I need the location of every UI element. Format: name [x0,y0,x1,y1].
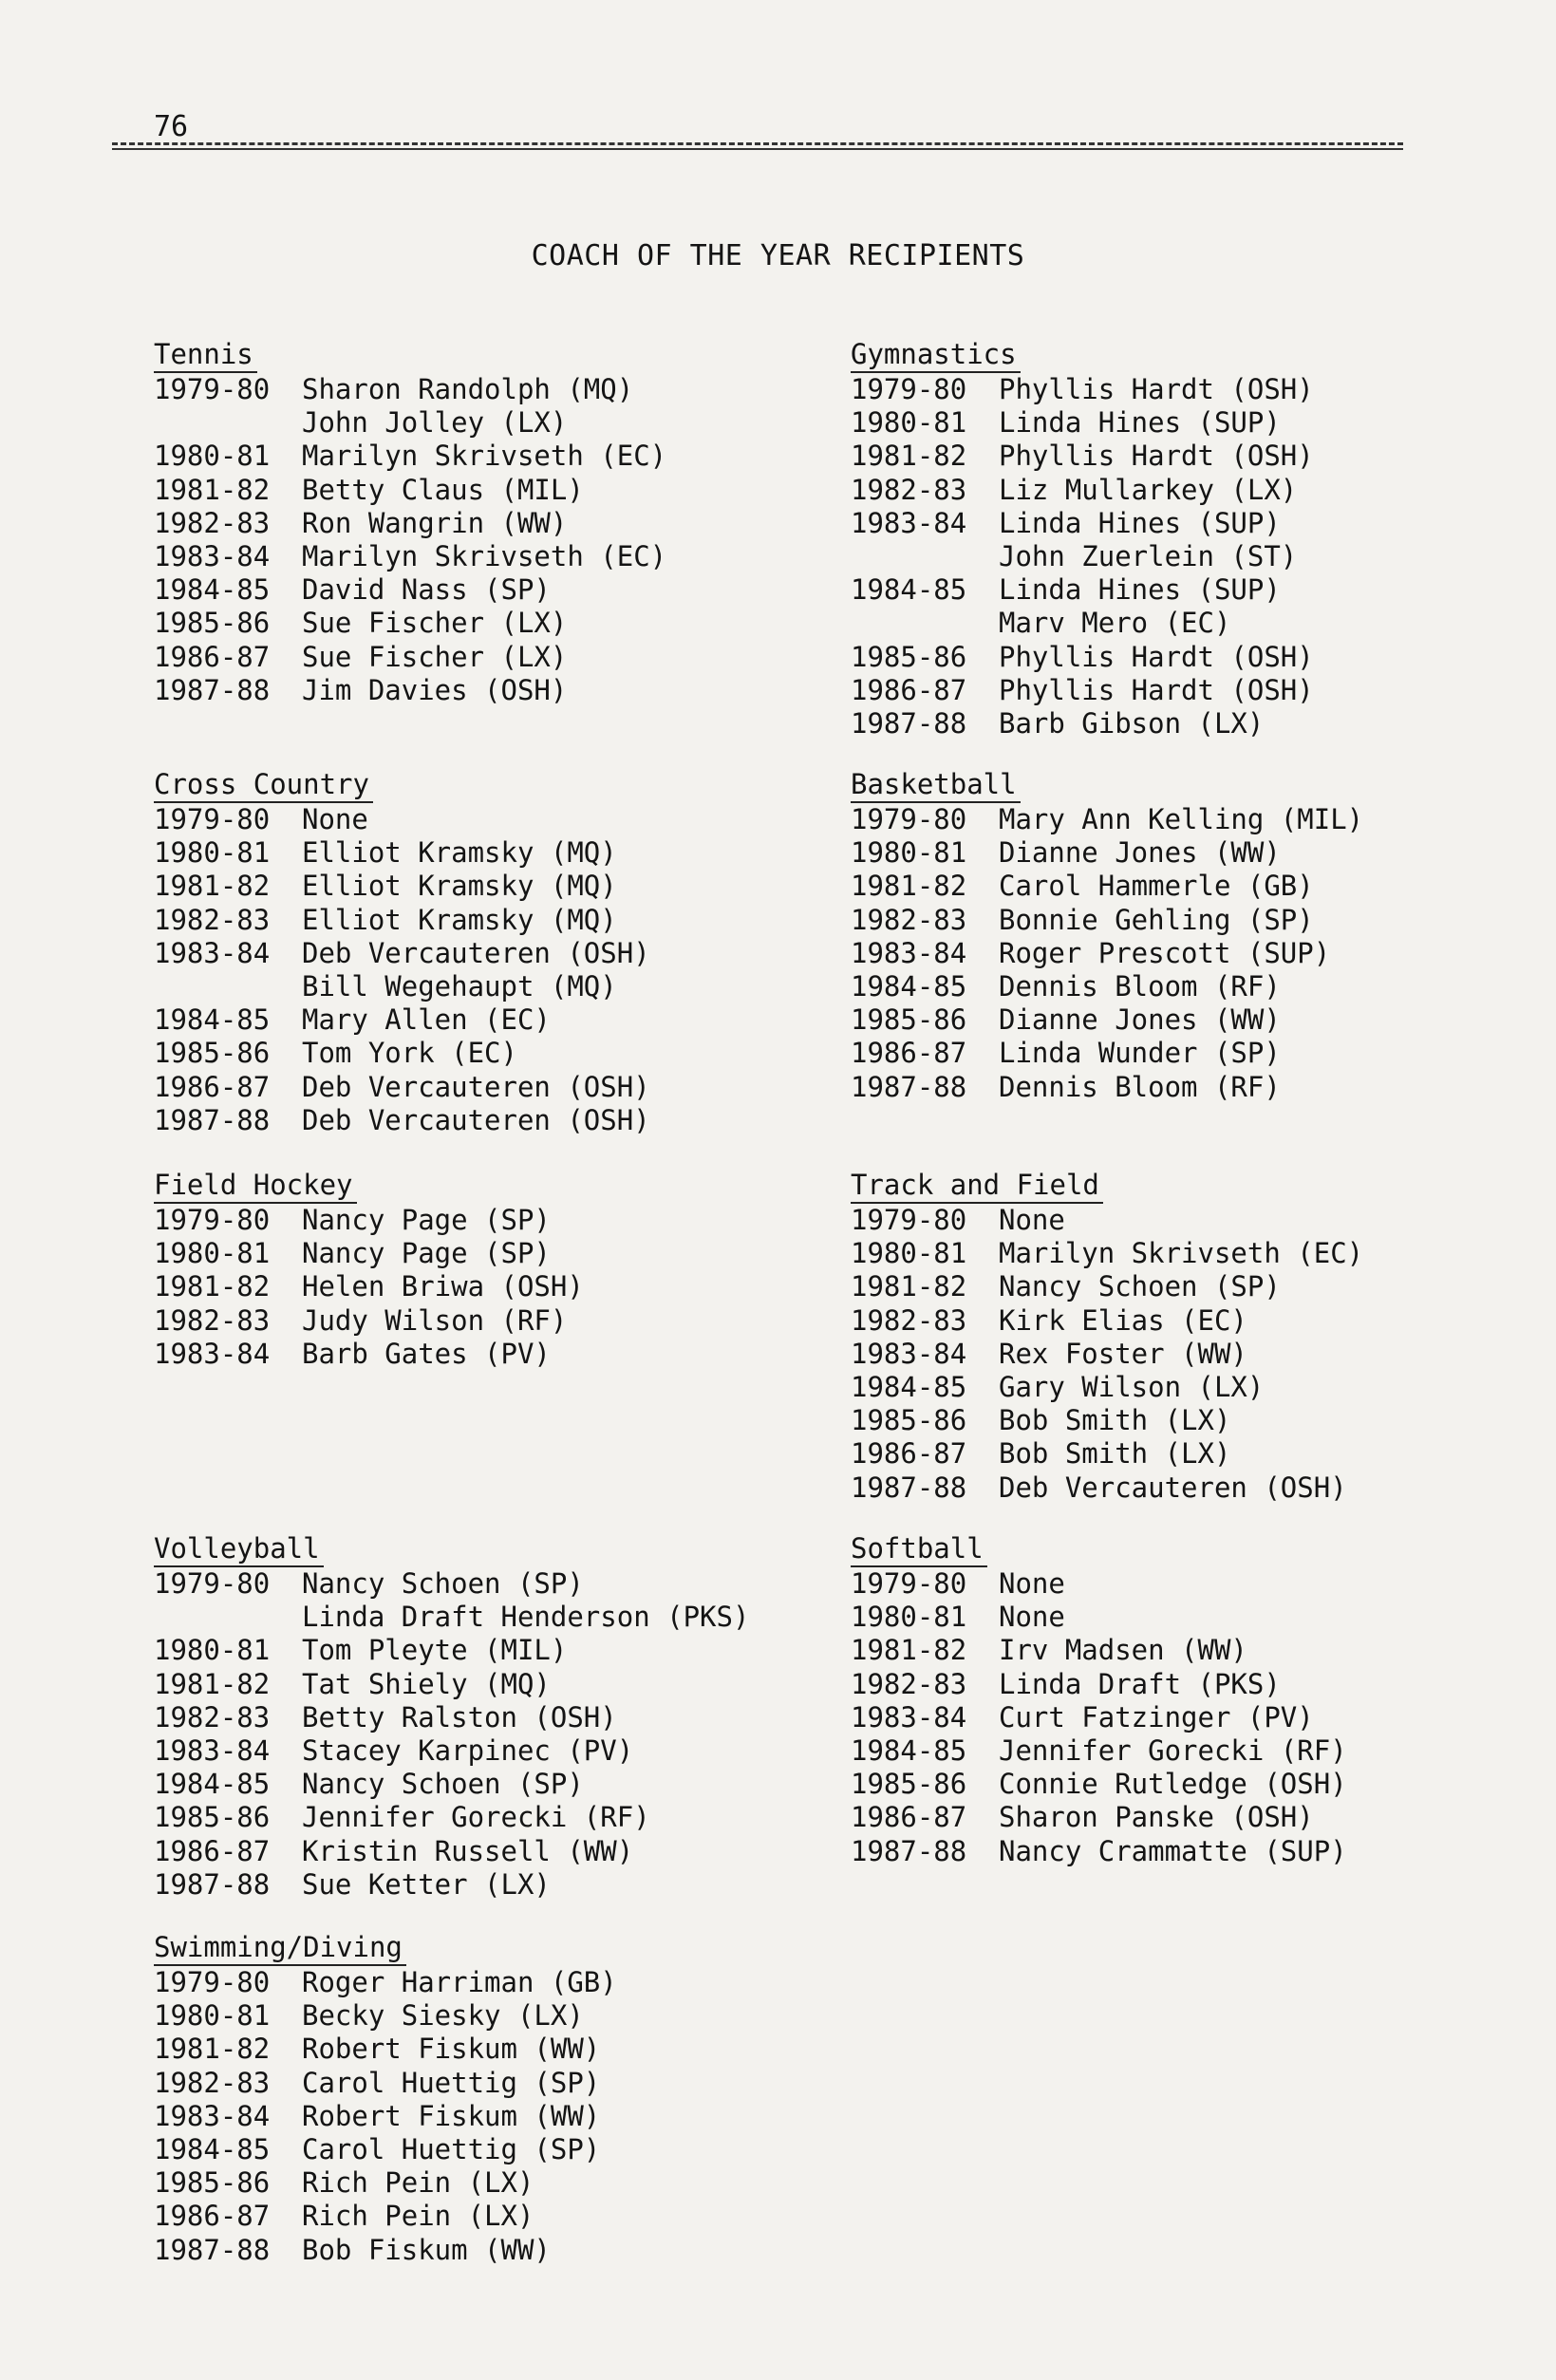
season-year: 1984-85 [851,573,967,607]
coach-name: Deb Vercauteren (OSH) [302,1070,650,1103]
season-year: 1985-86 [154,607,271,640]
recipient-row [154,803,650,836]
season-year: 1985-86 [154,1037,271,1070]
sport-section-cross-country [154,767,650,1137]
season-year: 1983-84 [154,539,271,572]
coach-name: Marilyn Skrivseth (EC) [302,539,667,572]
coach-name: Rex Foster (WW) [999,1337,1247,1370]
season-year: 1987-88 [154,1103,271,1136]
season-year: 1984-85 [154,573,271,607]
season-year: 1984-85 [851,1370,967,1403]
recipient-row [154,970,650,1003]
recipient-row [154,607,666,640]
coach-name: Sharon Randolph (MQ) [302,373,634,405]
recipient-list [851,803,1363,1104]
coach-name: Phyllis Hardt (OSH) [999,673,1314,706]
coach-name: Irv Madsen (WW) [999,1634,1247,1667]
season-year: 1983-84 [154,1337,271,1370]
coach-name: Stacey Karpinec (PV) [302,1733,634,1767]
sport-heading: Track and Field [851,1168,1103,1204]
coach-name: None [999,1204,1065,1236]
coach-name: Connie Rutledge (OSH) [999,1768,1347,1801]
coach-name: Betty Claus (MIL) [302,473,584,506]
season-year: 1980-81 [154,836,271,870]
coach-name: Linda Draft Henderson (PKS) [302,1601,750,1634]
season-year [851,607,999,640]
recipient-row [154,674,666,707]
season-year: 1979-80 [851,1204,967,1236]
season-year: 1979-80 [154,1204,271,1236]
recipient-row [154,373,666,406]
season-year [851,540,999,573]
season-year: 1982-83 [851,1303,967,1337]
coach-name: Bob Smith (LX) [999,1437,1231,1471]
season-year: 1982-83 [154,903,271,936]
recipient-row [851,1437,1363,1471]
sport-section-softball [851,1531,1347,1868]
season-year: 1985-86 [154,2166,271,2200]
recipient-row [851,707,1314,740]
recipient-row [154,2133,617,2166]
coach-name: Liz Mullarkey (LX) [999,473,1298,506]
coach-name: Dennis Bloom (RF) [999,1070,1281,1103]
season-year: 1983-84 [154,2099,271,2132]
recipient-row [851,1071,1363,1104]
season-year: 1981-82 [851,1270,967,1303]
coach-name: Bill Wegehaupt (MQ) [302,969,617,1003]
recipient-row [851,1204,1363,1237]
season-year: 1985-86 [154,1801,271,1834]
recipient-row [154,1634,749,1667]
coach-name: John Jolley (LX) [302,406,568,440]
coach-name: Nancy Schoen (SP) [302,1567,584,1600]
recipient-row [154,1071,650,1104]
season-year: 1981-82 [154,1667,271,1700]
recipient-row [154,507,666,540]
sport-section-field-hockey [154,1168,584,1371]
coach-name: Sue Ketter (LX) [302,1867,551,1901]
coach-name: Linda Hines (SUP) [999,506,1281,539]
sport-section-track-and-field [851,1168,1363,1505]
season-year: 1979-80 [154,1567,271,1600]
recipient-row [851,970,1363,1003]
recipient-row [851,507,1314,540]
coach-name: Carol Hammerle (GB) [999,870,1314,903]
sport-section-tennis [154,337,666,707]
season-year: 1983-84 [154,1733,271,1767]
coach-name: John Zuerlein (ST) [999,539,1298,572]
recipient-row [154,2234,617,2267]
recipient-row [154,474,666,507]
recipient-row [851,1270,1363,1303]
coach-name: Rich Pein (LX) [302,2200,534,2233]
recipient-row [851,1371,1363,1404]
coach-name: Carol Huettig (SP) [302,2132,601,2165]
coach-name: Nancy Schoen (SP) [999,1270,1281,1303]
coach-name: Judy Wilson (RF) [302,1303,568,1337]
season-year: 1979-80 [851,1567,967,1600]
season-year: 1980-81 [154,1634,271,1667]
coach-name: Dennis Bloom (RF) [999,969,1281,1003]
recipient-row [154,2200,617,2233]
coach-name: Gary Wilson (LX) [999,1370,1265,1403]
season-year: 1981-82 [851,870,967,903]
recipient-row [154,1768,749,1801]
season-year: 1981-82 [851,440,967,473]
season-year: 1987-88 [154,673,271,706]
season-year: 1980-81 [851,836,967,870]
sport-heading: Cross Country [154,767,373,803]
coach-name: Carol Huettig (SP) [302,2066,601,2099]
sport-heading: Softball [851,1531,987,1567]
coach-name: Becky Siesky (LX) [302,1999,584,2033]
recipient-row [851,406,1314,440]
recipient-row [851,474,1314,507]
recipient-row [154,1999,617,2033]
season-year [154,406,302,440]
recipient-row [154,1104,650,1137]
season-year: 1979-80 [154,803,271,835]
recipient-list [851,1204,1363,1505]
coach-name: Curt Fatzinger (PV) [999,1700,1314,1733]
coach-name: Kirk Elias (EC) [999,1303,1247,1337]
season-year: 1982-83 [851,1667,967,1700]
recipient-row [154,1668,749,1701]
season-year: 1987-88 [851,1070,967,1103]
season-year: 1981-82 [154,870,271,903]
recipient-row [154,1204,584,1237]
coach-name: Bonnie Gehling (SP) [999,903,1314,936]
recipient-row [851,1003,1363,1037]
coach-name: Jim Davies (OSH) [302,673,568,706]
season-year: 1987-88 [154,2233,271,2266]
recipient-row [154,1270,584,1303]
sport-heading: Gymnastics [851,337,1021,373]
season-year: 1986-87 [154,1070,271,1103]
coach-name: Kristin Russell (WW) [302,1834,634,1867]
recipient-row [154,1567,749,1601]
recipient-row [154,1966,617,1999]
sport-heading: Basketball [851,767,1021,803]
coach-name: Dianne Jones (WW) [999,1003,1281,1037]
coach-name: Mary Ann Kelling (MIL) [999,803,1364,835]
season-year: 1983-84 [851,936,967,969]
season-year: 1983-84 [851,1700,967,1733]
coach-name: Dianne Jones (WW) [999,836,1281,870]
season-year: 1981-82 [154,473,271,506]
season-year: 1980-81 [154,1237,271,1270]
coach-name: David Nass (SP) [302,573,551,607]
season-year: 1987-88 [851,1834,967,1867]
season-year: 1984-85 [154,1003,271,1037]
season-year: 1980-81 [154,1999,271,2033]
coach-name: Phyllis Hardt (OSH) [999,640,1314,673]
season-year: 1984-85 [154,1768,271,1801]
recipient-row [851,607,1314,640]
season-year: 1983-84 [851,1337,967,1370]
coach-name: Phyllis Hardt (OSH) [999,440,1314,473]
header-rule-solid [112,148,1403,150]
coach-name: Bob Smith (LX) [999,1404,1231,1437]
recipient-row [154,1003,650,1037]
recipient-row [154,540,666,573]
season-year [154,1601,302,1634]
recipient-row [851,937,1363,970]
season-year: 1982-83 [154,1700,271,1733]
coach-name: Roger Prescott (SUP) [999,936,1331,969]
recipient-row [851,904,1363,937]
recipient-row [851,803,1363,836]
season-year: 1979-80 [851,373,967,405]
coach-name: Tom Pleyte (MIL) [302,1634,568,1667]
season-year: 1979-80 [851,803,967,835]
season-year: 1987-88 [851,1471,967,1504]
coach-name: Roger Harriman (GB) [302,1966,617,1998]
season-year: 1980-81 [851,1237,967,1270]
season-year: 1984-85 [851,969,967,1003]
season-year: 1982-83 [851,903,967,936]
recipient-row [851,641,1314,674]
sport-section-swimming-diving [154,1930,617,2267]
coach-name: None [302,803,368,835]
sport-heading: Tennis [154,337,257,373]
coach-name: Marv Mero (EC) [999,607,1231,640]
season-year: 1985-86 [851,1768,967,1801]
recipient-row [154,1801,749,1834]
coach-name: Tom York (EC) [302,1037,517,1070]
season-year: 1986-87 [154,640,271,673]
recipient-row [851,1801,1347,1834]
coach-name: Ron Wangrin (WW) [302,506,568,539]
recipient-row [154,870,650,903]
coach-name: None [999,1567,1065,1600]
coach-name: Phyllis Hardt (OSH) [999,373,1314,405]
recipient-row [851,1237,1363,1270]
recipient-list [851,373,1314,740]
recipient-row [154,904,650,937]
season-year: 1986-87 [154,2200,271,2233]
coach-name: Sue Fischer (LX) [302,607,568,640]
season-year: 1980-81 [154,440,271,473]
recipient-row [154,573,666,607]
recipient-row [851,1338,1363,1371]
sport-section-gymnastics [851,337,1314,740]
recipient-row [851,1471,1363,1505]
recipient-row [154,937,650,970]
coach-name: Mary Allen (EC) [302,1003,551,1037]
coach-name: None [999,1601,1065,1634]
recipient-row [851,1601,1347,1634]
coach-name: Elliot Kramsky (MQ) [302,903,617,936]
recipient-row [851,573,1314,607]
page-title: COACH OF THE YEAR RECIPIENTS [531,239,1025,272]
season-year: 1982-83 [851,473,967,506]
season-year: 1986-87 [851,1801,967,1834]
coach-name: Robert Fiskum (WW) [302,2033,601,2066]
season-year: 1980-81 [851,1601,967,1634]
season-year: 1982-83 [154,506,271,539]
coach-name: Marilyn Skrivseth (EC) [302,440,667,473]
coach-name: Linda Hines (SUP) [999,406,1281,440]
season-year: 1979-80 [154,373,271,405]
coach-name: Nancy Page (SP) [302,1237,551,1270]
coach-name: Rich Pein (LX) [302,2166,534,2200]
season-year: 1987-88 [154,1867,271,1901]
recipient-row [851,1734,1347,1768]
recipient-row [154,1338,584,1371]
recipient-row [154,1304,584,1338]
recipient-row [154,1701,749,1734]
sport-heading: Swimming/Diving [154,1930,406,1966]
recipient-row [851,1567,1347,1601]
coach-name: Helen Briwa (OSH) [302,1270,584,1303]
coach-name: Deb Vercauteren (OSH) [302,936,650,969]
coach-name: Linda Hines (SUP) [999,573,1281,607]
season-year: 1982-83 [154,1303,271,1337]
recipient-row [154,836,650,870]
recipient-row [154,440,666,473]
recipient-list [154,1567,749,1902]
recipient-row [154,2067,617,2100]
recipient-row [851,1835,1347,1868]
recipient-row [851,1768,1347,1801]
season-year: 1985-86 [851,640,967,673]
recipient-row [851,1037,1363,1070]
recipient-list [154,1204,584,1371]
recipient-row [154,406,666,440]
recipient-row [851,674,1314,707]
sport-heading: Field Hockey [154,1168,357,1204]
coach-name: Jennifer Gorecki (RF) [302,1801,650,1834]
coach-name: Barb Gibson (LX) [999,706,1265,740]
coach-name: Elliot Kramsky (MQ) [302,836,617,870]
recipient-row [154,1601,749,1634]
coach-name: Marilyn Skrivseth (EC) [999,1237,1364,1270]
recipient-row [851,540,1314,573]
recipient-list [851,1567,1347,1868]
recipient-row [154,1237,584,1270]
coach-name: Deb Vercauteren (OSH) [999,1471,1347,1504]
coach-name: Bob Fiskum (WW) [302,2233,551,2266]
coach-name: Barb Gates (PV) [302,1337,551,1370]
season-year: 1984-85 [154,2132,271,2165]
coach-name: Jennifer Gorecki (RF) [999,1733,1347,1767]
recipient-row [851,1701,1347,1734]
coach-name: Sharon Panske (OSH) [999,1801,1314,1834]
recipient-row [851,870,1363,903]
season-year: 1985-86 [851,1003,967,1037]
season-year: 1987-88 [851,706,967,740]
recipient-row [154,641,666,674]
coach-name: Nancy Page (SP) [302,1204,551,1236]
recipient-row [154,1868,749,1902]
recipient-row [154,2100,617,2133]
coach-name: Nancy Crammatte (SUP) [999,1834,1347,1867]
season-year: 1986-87 [851,673,967,706]
header-rule [112,142,1403,145]
page-number: 76 [154,110,189,143]
season-year: 1983-84 [851,506,967,539]
recipient-list [154,1966,617,2267]
sport-heading: Volleyball [154,1531,324,1567]
recipient-list [154,373,666,707]
season-year: 1979-80 [154,1966,271,1998]
season-year: 1982-83 [154,2066,271,2099]
coach-name: Linda Draft (PKS) [999,1667,1281,1700]
coach-name: Linda Wunder (SP) [999,1037,1281,1070]
recipient-list [154,803,650,1137]
coach-name: Nancy Schoen (SP) [302,1768,584,1801]
season-year: 1980-81 [851,406,967,440]
season-year: 1984-85 [851,1733,967,1767]
recipient-row [154,1734,749,1768]
recipient-row [154,1037,650,1070]
coach-name: Betty Ralston (OSH) [302,1700,617,1733]
coach-name: Sue Fischer (LX) [302,640,568,673]
coach-name: Elliot Kramsky (MQ) [302,870,617,903]
recipient-row [851,1668,1347,1701]
season-year: 1985-86 [851,1404,967,1437]
season-year: 1981-82 [851,1634,967,1667]
recipient-row [851,836,1363,870]
recipient-row [154,2033,617,2066]
recipient-row [851,440,1314,473]
recipient-row [851,1404,1363,1437]
season-year: 1983-84 [154,936,271,969]
recipient-row [851,1304,1363,1338]
season-year: 1981-82 [154,1270,271,1303]
recipient-row [154,2166,617,2200]
season-year: 1986-87 [851,1437,967,1471]
season-year: 1986-87 [154,1834,271,1867]
recipient-row [154,1835,749,1868]
coach-name: Deb Vercauteren (OSH) [302,1103,650,1136]
recipient-row [851,373,1314,406]
recipient-row [851,1634,1347,1667]
sport-section-volleyball [154,1531,749,1902]
season-year [154,970,302,1003]
coach-name: Tat Shiely (MQ) [302,1667,551,1700]
coach-name: Robert Fiskum (WW) [302,2099,601,2132]
season-year: 1986-87 [851,1037,967,1070]
season-year: 1981-82 [154,2033,271,2066]
sport-section-basketball [851,767,1363,1104]
